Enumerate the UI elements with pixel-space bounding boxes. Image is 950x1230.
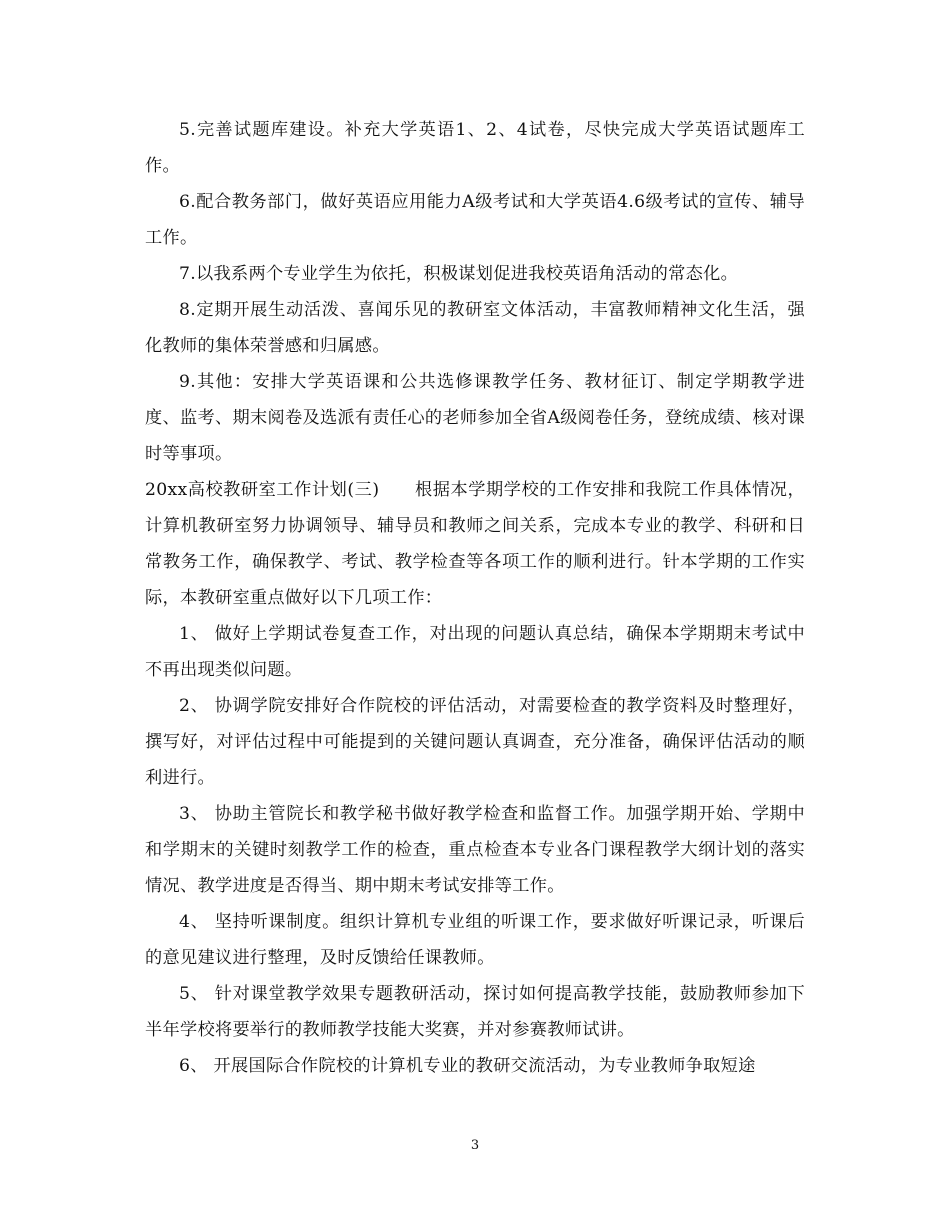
paragraph-task-5: 5、 针对课堂教学效果专题教研活动，探讨如何提高教学技能，鼓励教师参加下半年学校将要举行的教师教学技能大奖赛，并对参赛教师试讲。 bbox=[145, 984, 805, 1040]
paragraph-task-4: 4、 坚持听课制度。组织计算机专业组的听课工作，要求做好听课记录，听课后的意见建议进行整理，及时反馈给任课教师。 bbox=[145, 912, 805, 968]
paragraph-item-6-exam-support: 6.配合教务部门，做好英语应用能力A级考试和大学英语4.6级考试的宣传、辅导工作。 bbox=[145, 192, 805, 248]
section-plan-three-intro: 20xx高校教研室工作计划(三) 根据本学期学校的工作安排和我院工作具体情况，计算机教研室努力协调领导、辅导员和教师之间关系，完成本专业的教学、科研和日常教务工作，确保教学、考试、教学检查等各项工作的顺利进行。针本学期的工作实际，本教研室重点做好以下几项工作： bbox=[145, 480, 805, 608]
page-number: 3 bbox=[470, 1138, 480, 1153]
paragraph-task-2: 2、 协调学院安排好合作院校的评估活动，对需要检查的教学资料及时整理好，撰写好，对评估过程中可能提到的关键问题认真调查，充分准备，确保评估活动的顺利进行。 bbox=[145, 696, 805, 788]
paragraph-task-1: 1、 做好上学期试卷复查工作，对出现的问题认真总结，确保本学期期末考试中不再出现类似问题。 bbox=[145, 624, 805, 680]
paragraph-task-3: 3、 协助主管院长和教学秘书做好教学检查和监督工作。加强学期开始、学期中和学期末的关键时刻教学工作的检查，重点检查本专业各门课程教学大纲计划的落实情况、教学进度是否得当、期中期末考试安排等工作。 bbox=[145, 804, 805, 896]
paragraph-item-5-question-bank: 5.完善试题库建设。补充大学英语1、2、4试卷，尽快完成大学英语试题库工作。 bbox=[145, 120, 805, 176]
paragraph-item-9-other-tasks: 9.其他：安排大学英语课和公共选修课教学任务、教材征订、制定学期教学进度、监考、期末阅卷及选派有责任心的老师参加全省A级阅卷任务，登统成绩、核对课时等事项。 bbox=[145, 372, 805, 464]
paragraph-item-8-cultural-activities: 8.定期开展生动活泼、喜闻乐见的教研室文体活动，丰富教师精神文化生活，强化教师的集体荣誉感和归属感。 bbox=[145, 300, 805, 356]
paragraph-item-7-english-corner: 7.以我系两个专业学生为依托，积极谋划促进我校英语角活动的常态化。 bbox=[179, 264, 739, 284]
paragraph-task-6: 6、 开展国际合作院校的计算机专业的教研交流活动，为专业教师争取短途 bbox=[179, 1056, 756, 1076]
document-body bbox=[145, 112, 805, 1084]
